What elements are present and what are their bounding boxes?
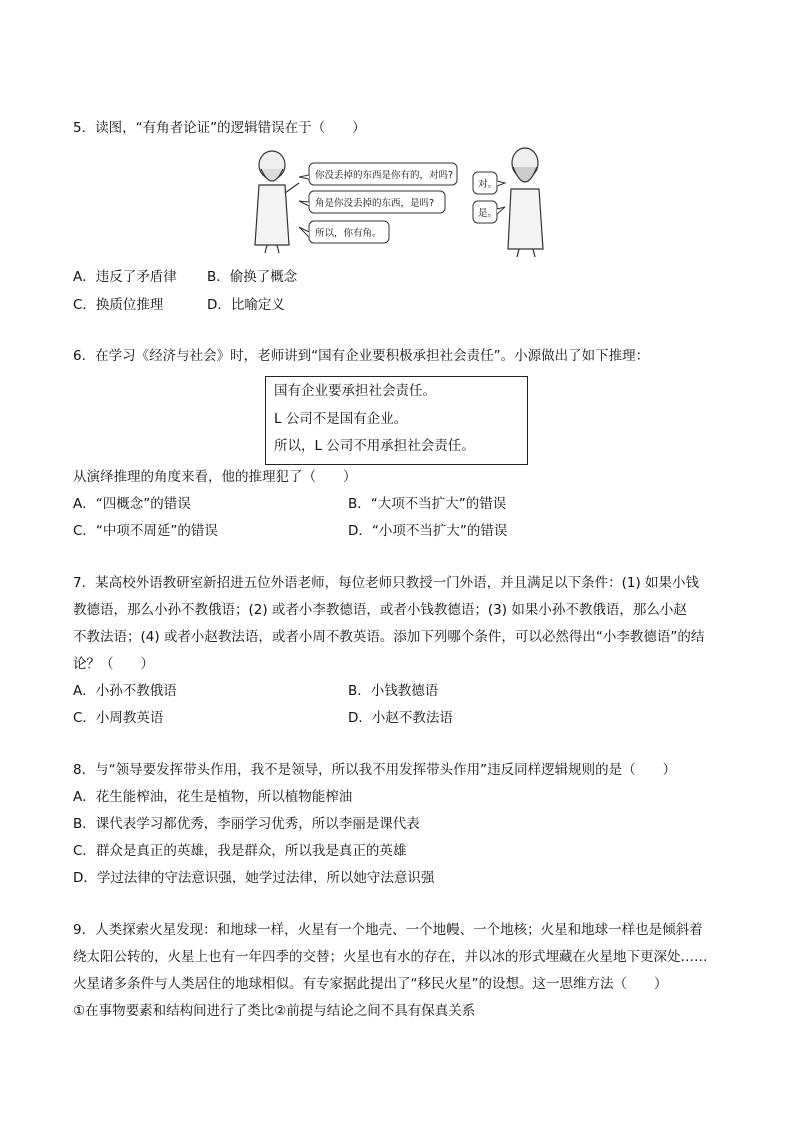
q9-stem-line-4: ①在事物要素和结构间进行了类比②前提与结论之间不具有保真关系 (73, 1003, 476, 1019)
q8-option-a: A．花生能榨油，花生是植物，所以植物能榨油 (73, 789, 353, 805)
q7-stem-line-3: 不教法语；(4) 或者小赵教法语，或者小周不教英语。添加下列哪个条件，可以必然得出“小李教德语”的结 (73, 629, 705, 645)
q6-reasoning-box (265, 376, 528, 465)
q5-option-d: D．比喻定义 (207, 297, 285, 313)
q6-option-c: C．“中项不周延”的错误 (73, 523, 218, 539)
bubble-5: 是。 (478, 208, 498, 219)
right-speech-bubbles (473, 172, 505, 223)
left-philosopher-figure (255, 151, 299, 253)
q8-option-b: B．课代表学习都优秀，李丽学习优秀，所以李丽是课代表 (73, 816, 420, 832)
box-line-1: 国有企业要承担社会责任。 (274, 383, 436, 399)
q8-option-d: D．学过法律的守法意识强，她学过法律，所以她守法意识强 (73, 870, 435, 886)
q7-stem-line-2: 教德语，那么小孙不教俄语；(2) 或者小李教德语，或者小钱教德语；(3) 如果小孙不教俄语，那么小赵 (73, 602, 687, 618)
q6-stem: 6．在学习《经济与社会》时，老师讲到“国有企业要积极承担社会责任”。小源做出了如下推理： (73, 348, 650, 364)
q5-cartoon (247, 145, 547, 261)
q6-question: 从演绎推理的角度来看，他的推理犯了（ ） (73, 469, 357, 485)
q6-option-b: B．“大项不当扩大”的错误 (348, 496, 507, 512)
bubble-2: 角是你没丢掉的东西，是吗? (315, 198, 435, 209)
left-speech-bubbles (299, 163, 457, 243)
q7-option-c: C．小周教英语 (73, 710, 164, 726)
q9-stem-line-3: 火星诸多条件与人类居住的地球相似。有专家据此提出了“移民火星”的设想。这一思维方法（ ） (73, 976, 668, 992)
q5-stem: 5．读图，“有角者论证”的逻辑错误在于（ ） (73, 120, 366, 136)
q5-option-c: C．换质位推理 (73, 297, 164, 313)
bubble-3: 所以，你有角。 (315, 228, 382, 239)
q5-option-a: A．违反了矛盾律 (73, 269, 177, 285)
q9-stem-line-2: 绕太阳公转的，火星上也有一年四季的交替；火星也有水的存在，并以冰的形式埋藏在火星地下更深处…… (73, 949, 708, 965)
q7-option-a: A．小孙不教俄语 (73, 683, 177, 699)
q6-option-d: D．“小项不当扩大”的错误 (348, 523, 508, 539)
q6-option-a: A．“四概念”的错误 (73, 496, 191, 512)
bubble-4: 对。 (478, 179, 498, 190)
q7-stem-line-4: 论？（ ） (73, 656, 154, 672)
box-line-2: L 公司不是国有企业。 (274, 411, 408, 427)
q8-stem: 8．与“领导要发挥带头作用，我不是领导，所以我不用发挥带头作用”违反同样逻辑规则的是（ ） (73, 762, 677, 778)
q7-stem-line-1: 7．某高校外语教研室新招进五位外语老师，每位老师只教授一门外语，并且满足以下条件：(1) 如果小钱 (73, 575, 700, 591)
q5-option-b: B．偷换了概念 (207, 269, 298, 285)
right-philosopher-figure (508, 148, 543, 257)
box-line-3: 所以，L 公司不用承担社会责任。 (274, 438, 475, 454)
q9-stem-line-1: 9．人类探索火星发现：和地球一样，火星有一个地壳、一个地幔、一个地核；火星和地球一样也是倾斜着 (73, 922, 703, 938)
q8-option-c: C．群众是真正的英雄，我是群众，所以我是真正的英雄 (73, 843, 407, 859)
q7-option-d: D．小赵不教法语 (348, 710, 453, 726)
bubble-1: 你没丢掉的东西是你有的，对吗? (315, 170, 454, 181)
q7-option-b: B．小钱教德语 (348, 683, 439, 699)
